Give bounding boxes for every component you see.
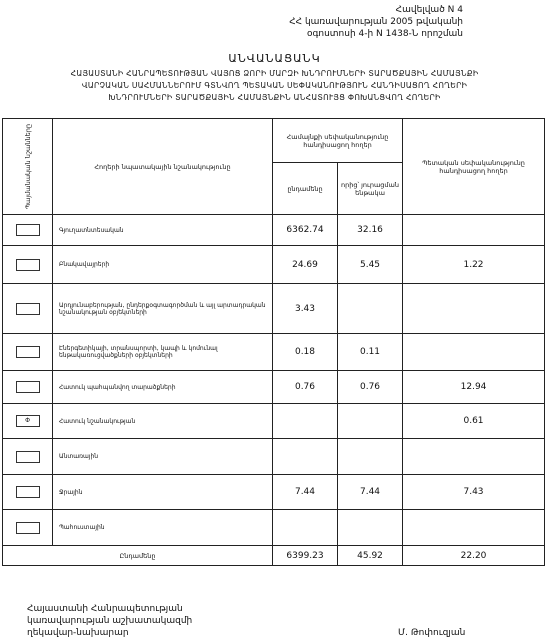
- total-value: 0.76: [273, 371, 338, 404]
- header-note-line: օգոստոսի 4-ի N 1438-Ն որոշման: [306, 29, 463, 39]
- signature-title: [27, 603, 192, 639]
- signature-line: Հայաստանի Հանրապետության: [27, 604, 183, 614]
- state-value: 0.61: [403, 404, 545, 439]
- state-value: [403, 439, 545, 475]
- state-value: [403, 284, 545, 334]
- land-type: Ջրային: [53, 475, 273, 510]
- state-value: [403, 334, 545, 371]
- state-value: 12.94: [403, 371, 545, 404]
- header-code: Պայմանական նշանները: [3, 119, 53, 215]
- included-value: 5.45: [338, 246, 403, 284]
- total-label: Ընդամենը: [3, 546, 273, 566]
- land-type: Արդյունաբերության, ընդերքօգտագործման և այլ արտադրական նշանակության օբյեկտների: [53, 284, 273, 334]
- land-type: Բնակավայրերի: [53, 246, 273, 284]
- subtitle-line: ԽՆԴՐՈՒՄՆԵՐԻ ՏԱՐԱԾՔԱՅԻՆ ՀԱՄԱՅՆՔԻՆ ԱՆՀԱՏՈՒՅՑ ՓՈԽԱՆՑՎՈՂ ՀՈՂԵՐԻ: [108, 93, 441, 102]
- total-sum-value: 6399.23: [273, 546, 338, 566]
- header-note: [289, 4, 463, 40]
- code-cell: [3, 439, 53, 475]
- total-value: [273, 404, 338, 439]
- state-value: 1.22: [403, 246, 545, 284]
- legend-swatch: [16, 451, 40, 463]
- included-value: [338, 404, 403, 439]
- legend-swatch: [16, 259, 40, 271]
- land-type: Պահուստային: [53, 510, 273, 546]
- land-type: Հատուկ պահպանվող տարածքների: [53, 371, 273, 404]
- document-title: ԱՆՎԱՆԱՑԱՆԿ: [228, 52, 321, 65]
- header-state: Պետական սեփականությունը հանդիսացող հողեր: [403, 119, 545, 215]
- code-cell: [3, 246, 53, 284]
- document-subtitle: [8, 68, 541, 104]
- state-value: 7.43: [403, 475, 545, 510]
- land-type: Հատուկ նշանակության: [53, 404, 273, 439]
- header-total: ընդամենը: [273, 163, 338, 215]
- legend-swatch: [16, 303, 40, 315]
- code-cell: [3, 215, 53, 246]
- included-value: 0.76: [338, 371, 403, 404]
- table-row: [3, 334, 545, 371]
- state-value: [403, 510, 545, 546]
- included-value: [338, 510, 403, 546]
- total-value: 6362.74: [273, 215, 338, 246]
- signature-line: ղեկավար-նախարար: [27, 628, 129, 638]
- subtitle-line: ՎԱՐՉԱԿԱՆ ՍԱՀՄԱՆՆԵՐՈՒՄ ԳՏՆՎՈՂ ՊԵՏԱԿԱՆ ՍԵՓԱԿԱՆՈՒԹՅՈՒՆ ՀԱՆԴԻՍԱՑՈՂ ՀՈՂԵՐԻ: [81, 81, 468, 90]
- total-value: [273, 510, 338, 546]
- total-value: 0.18: [273, 334, 338, 371]
- legend-swatch: [16, 346, 40, 358]
- total-value: [273, 439, 338, 475]
- table-row: [3, 475, 545, 510]
- included-value: 32.16: [338, 215, 403, 246]
- table-row: [3, 404, 545, 439]
- included-value: 0.11: [338, 334, 403, 371]
- code-cell: [3, 371, 53, 404]
- header-note-line: Հավելված N 4: [395, 5, 463, 15]
- legend-swatch: Փ: [16, 415, 40, 427]
- header-note-line: ՀՀ կառավարության 2005 թվականի: [289, 17, 463, 27]
- signature-line: կառավարության աշխատակազմի: [27, 616, 193, 626]
- legend-swatch: [16, 486, 40, 498]
- table-row: [3, 510, 545, 546]
- signature-name: Մ. Թոփուզյան: [398, 628, 466, 638]
- code-cell: [3, 475, 53, 510]
- legend-swatch: [16, 381, 40, 393]
- header-name: Հողերի նպատակային նշանակությունը: [53, 119, 273, 215]
- total-value: 3.43: [273, 284, 338, 334]
- land-type: Անտառային: [53, 439, 273, 475]
- total-value: 24.69: [273, 246, 338, 284]
- table-row: [3, 246, 545, 284]
- header-included: որից՝ յուրացման ենթակա: [338, 163, 403, 215]
- included-value: 7.44: [338, 475, 403, 510]
- legend-swatch: [16, 224, 40, 236]
- code-cell: [3, 404, 53, 439]
- code-cell: [3, 284, 53, 334]
- table-row: [3, 284, 545, 334]
- included-value: [338, 439, 403, 475]
- land-table: [2, 118, 545, 566]
- land-type: Գյուղատնտեսական: [53, 215, 273, 246]
- total-value: 7.44: [273, 475, 338, 510]
- state-value: [403, 215, 545, 246]
- table-row: [3, 215, 545, 246]
- land-type: Էներգետիկայի, տրանսպորտի, կապի և կոմունալ ենթակառուցվածքների օբյեկտների: [53, 334, 273, 371]
- included-value: [338, 284, 403, 334]
- state-sum-value: 22.20: [403, 546, 545, 566]
- included-sum-value: 45.92: [338, 546, 403, 566]
- table-row: [3, 371, 545, 404]
- subtitle-line: ՀԱՅԱՍՏԱՆԻ ՀԱՆՐԱՊԵՏՈՒԹՅԱՆ ՎԱՅՈՑ ՁՈՐԻ ՄԱՐԶԻ ԽՆԴՐՈՒՄՆԵՐԻ ՏԱՐԱԾՔԱՅԻՆ ՀԱՄԱՅՆՔԻ: [70, 69, 479, 78]
- legend-swatch: [16, 522, 40, 534]
- total-row: [3, 546, 545, 566]
- code-cell: [3, 510, 53, 546]
- table-row: [3, 439, 545, 475]
- header-community: Համայնքի սեփականությունը հանդիսացող հողեր: [273, 119, 403, 163]
- code-cell: [3, 334, 53, 371]
